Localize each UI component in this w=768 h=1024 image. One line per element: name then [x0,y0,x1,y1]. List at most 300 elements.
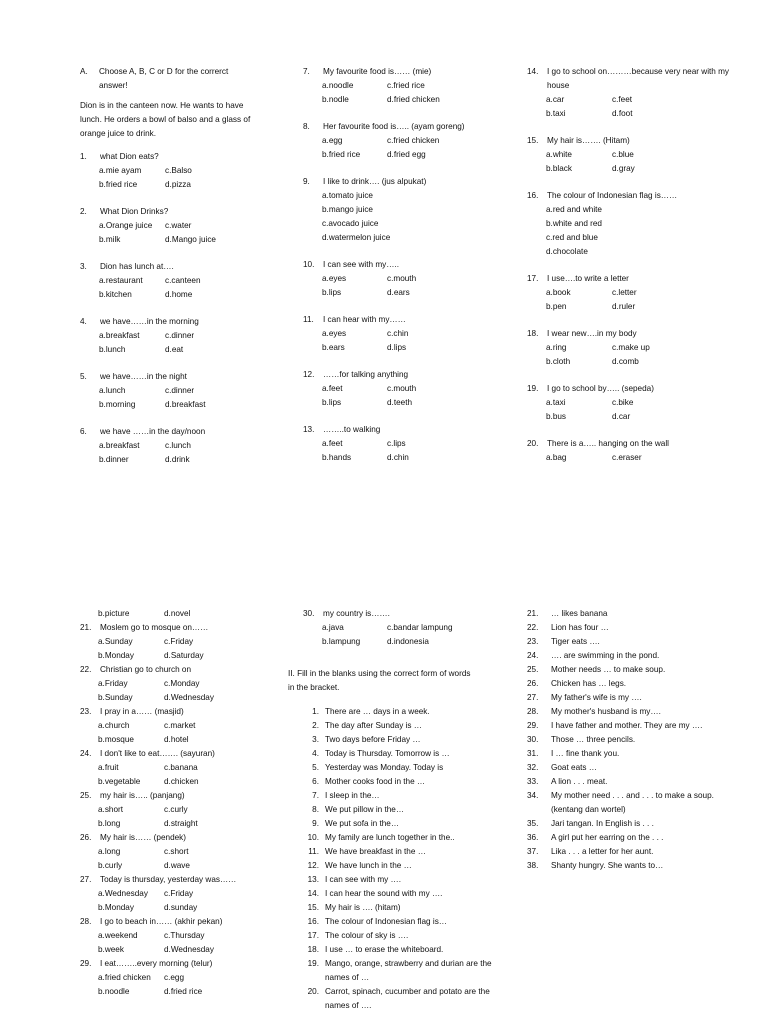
option: b.fried rice [99,180,138,189]
fill-item [288,859,493,873]
options-grid [527,451,742,465]
item-text: My family are lunch together in the.. [325,833,455,842]
fill-item [527,747,742,761]
question-number: 24. [80,749,92,758]
question-number: 4. [80,317,87,326]
option: c.make up [612,343,650,352]
question-line [303,175,518,189]
option: a.bag [546,453,567,462]
option: a.white [546,150,572,159]
question-text: I eat……..every morning (telur) [100,959,213,968]
question-text: I can hear with my…… [323,315,406,324]
question-item [527,189,742,259]
item-number: 38. [527,861,539,870]
question-line [527,65,742,93]
question-number: 6. [80,427,87,436]
options-grid [80,719,295,747]
option: c.market [164,721,196,730]
question-number: 29. [80,959,92,968]
options-grid [80,607,295,621]
question-item [303,120,518,162]
item-number: 20. [307,987,319,996]
option: a.fruit [98,763,119,772]
question-list [303,65,518,465]
options-grid [80,929,295,957]
option: d.eat [165,345,184,354]
options-grid [303,327,518,355]
fill-item [527,831,742,845]
question-number: 23. [80,707,92,716]
options-grid [527,93,742,121]
option: a.ring [546,343,567,352]
options-grid [80,677,295,705]
question-item [303,423,518,465]
question-number: 9. [303,177,310,186]
question-item [80,747,295,789]
fill-item [527,649,742,663]
question-item [80,260,295,302]
fill-item [527,635,742,649]
option: d.gray [612,164,635,173]
item-text: We put pillow in the… [325,805,405,814]
option: a.feet [322,439,343,448]
fill-item [288,985,493,1013]
option: c.avocado juice [322,219,379,228]
option: d.home [165,290,193,299]
fill-item [288,719,493,733]
question-item [80,315,295,357]
options-grid [288,621,493,649]
question-number: 30. [303,609,315,618]
options-grid [80,635,295,663]
question-text: I go to school by….. (sepeda) [547,384,654,393]
question-item [80,873,295,915]
fill-item [288,873,493,887]
option: b.lips [322,288,342,297]
option: b.lampung [322,637,361,646]
question-item [303,65,518,107]
question-number: 7. [303,67,310,76]
question-line [303,120,518,134]
fill-item [527,621,742,635]
item-number: 14. [307,889,319,898]
option: a.car [546,95,565,104]
option: c.mouth [387,384,417,393]
question-text: Moslem go to mosque on…… [100,623,209,632]
option: a.breakfast [99,441,140,450]
question-line [527,272,742,286]
option: c.fried chicken [387,136,440,145]
question-text: I use….to write a letter [547,274,629,283]
item-number: 21. [527,609,539,618]
question-item [527,272,742,314]
bottom-column-2 [288,607,493,1013]
option: d.chin [387,453,409,462]
item-number: 6. [312,777,319,786]
fill-item [527,761,742,775]
question-list [80,621,295,999]
question-text: Dion has lunch at…. [100,262,174,271]
question-line [527,134,742,148]
options-stack [527,203,742,259]
item-text: My mother need . . . and . . . to make a soup. (kentang dan wortel) [551,791,714,814]
question-text: I don't like to eat……. (sayuran) [100,749,215,758]
options-grid [80,384,295,412]
question-text: we have……in the morning [100,317,199,326]
question-text: Christian go to church on [100,665,192,674]
item-number: 19. [307,959,319,968]
option: b.curly [98,861,123,870]
top-column-3 [527,65,742,478]
option: c.Friday [164,637,194,646]
option: b.black [546,164,572,173]
item-number: 31. [527,749,539,758]
option: d.hotel [164,735,189,744]
option: b.mosque [98,735,134,744]
option: d.straight [164,819,198,828]
question-number: 8. [303,122,310,131]
question-line [80,915,295,929]
item-text: Mango, orange, strawberry and durian are the names of … [325,959,492,982]
fill-item [527,859,742,873]
option: c.water [165,221,192,230]
question-text: My hair is…… (pendek) [100,833,186,842]
question-text: my country is……. [323,609,390,618]
option: a.Orange juice [99,221,153,230]
options-grid [80,329,295,357]
item-number: 11. [308,847,319,856]
options-grid [80,803,295,831]
item-text: I … fine thank you. [551,749,620,758]
question-text: ……..to walking [323,425,381,434]
item-text: Two days before Friday … [325,735,421,744]
item-text: My hair is …. (hitam) [325,903,401,912]
option: a.feet [322,384,343,393]
question-item [527,327,742,369]
option: d.foot [612,109,633,118]
option: a.eyes [322,329,347,338]
item-text: A lion . . . meat. [551,777,608,786]
question-line [80,747,295,761]
fill-blank-list [527,607,742,873]
item-text: I have father and mother. They are my …. [551,721,703,730]
option: d.breakfast [165,400,206,409]
question-line [80,621,295,635]
question-number: 28. [80,917,92,926]
option: d.novel [164,609,191,618]
option: c.red and blue [546,233,598,242]
question-number: 2. [80,207,87,216]
option: b.morning [99,400,136,409]
option: b.white and red [546,219,602,228]
item-text: Mother needs … to make soup. [551,665,666,674]
question-line [527,382,742,396]
fill-item [288,887,493,901]
question-item [80,831,295,873]
option: a.Wednesday [98,889,148,898]
options-grid [80,887,295,915]
fill-item [527,719,742,733]
question-line [80,789,295,803]
fill-item [288,831,493,845]
section-a-heading [80,65,295,93]
option: a.long [98,847,121,856]
item-text: Yesterday was Monday. Today is [325,763,444,772]
fill-item [527,663,742,677]
option: b.fried rice [322,150,361,159]
option: b.Monday [98,651,134,660]
item-number: 23. [527,637,539,646]
question-number: 3. [80,262,87,271]
option: b.cloth [546,357,571,366]
option: a.noodle [322,81,354,90]
question-number: 15. [527,136,539,145]
question-number: 25. [80,791,92,800]
item-number: 27. [527,693,539,702]
options-grid [527,396,742,424]
fill-item [288,803,493,817]
option: c.chin [387,329,409,338]
fill-item [527,817,742,831]
question-line [80,150,295,164]
option: a.java [322,623,344,632]
item-number: 17. [307,931,319,940]
option: d.ruler [612,302,636,311]
question-item [80,789,295,831]
fill-item [527,607,742,621]
option: d.teeth [387,398,413,407]
question-number: 22. [80,665,92,674]
fill-item [288,943,493,957]
option: b.vegetable [98,777,141,786]
item-text: The colour of Indonesian flag is… [325,917,447,926]
question-item [527,437,742,465]
question-line [80,957,295,971]
fill-item [527,845,742,859]
option: d.indonesia [387,637,429,646]
option: b.Sunday [98,693,133,702]
question-line [527,189,742,203]
item-text: Shanty hungry. She wants to… [551,861,664,870]
question-number: 1. [80,152,87,161]
bottom-column-1 [80,607,295,999]
item-text: …. are swimming in the pond. [551,651,660,660]
option: d.chicken [164,777,199,786]
option: d.fried chicken [387,95,440,104]
option: b.taxi [546,109,566,118]
options-grid [80,439,295,467]
question-number: 14. [527,67,539,76]
question-number: 16. [527,191,539,200]
question-text: My favourite food is…… (mie) [323,67,432,76]
option: a.book [546,288,571,297]
question-30 [288,607,493,621]
option: d.watermelon juice [322,233,391,242]
option: d.fried egg [387,150,426,159]
item-text: Goat eats … [551,763,597,772]
question-line [80,205,295,219]
fill-item [288,705,493,719]
item-text: Lion has four … [551,623,609,632]
question-text: What Dion Drinks? [100,207,169,216]
top-column-2 [303,65,518,478]
option: c.bike [612,398,634,407]
options-grid [303,272,518,300]
item-number: 9. [312,819,319,828]
option: d.lips [387,343,407,352]
fill-item [527,691,742,705]
item-text: Today is Thursday. Tomorrow is … [325,749,450,758]
option: c.banana [164,763,198,772]
options-grid [303,134,518,162]
fill-item [527,733,742,747]
item-number: 22. [527,623,539,632]
section-a-title: Choose A, B, C or D for the correrct answer! [99,67,229,90]
question-item [303,175,518,245]
question-item [527,382,742,424]
section-ii-title: II. Fill in the blanks using the correct form of words in the bracket. [288,669,471,692]
item-text: We put sofa in the… [325,819,400,828]
question-line [303,423,518,437]
question-line [303,258,518,272]
option: a.Friday [98,679,128,688]
option: c.dinner [165,331,195,340]
item-number: 24. [527,651,539,660]
fill-item [288,789,493,803]
item-number: 37. [527,847,539,856]
fill-item [527,705,742,719]
option: b.mango juice [322,205,373,214]
fill-item [527,789,742,817]
options-grid [80,219,295,247]
fill-blank-list [288,705,493,1013]
item-text: We have lunch in the … [325,861,412,870]
option: c.Monday [164,679,200,688]
question-number: 18. [527,329,539,338]
option: a.church [98,721,130,730]
section-a-label: A. [80,67,88,76]
option: a.egg [322,136,343,145]
question-number: 27. [80,875,92,884]
option: b.pen [546,302,567,311]
question-number: 20. [527,439,539,448]
question-text: I go to school on………because very near with my house [547,67,730,90]
question-item [80,425,295,467]
question-text: I go to beach in…… (akhir pekan) [100,917,223,926]
options-grid [303,437,518,465]
question-text: My hair is……. (Hitam) [547,136,630,145]
option: d.pizza [165,180,191,189]
option: b.hands [322,453,352,462]
question-list [527,65,742,465]
item-text: Jari tangan. In English is . . . [551,819,654,828]
fill-item [288,929,493,943]
item-number: 5. [312,763,319,772]
option: a.mie ayam [99,166,142,175]
item-text: My father's wife is my …. [551,693,642,702]
item-number: 16. [307,917,319,926]
item-number: 34. [527,791,539,800]
question-text: The colour of Indonesian flag is…… [547,191,678,200]
option: b.dinner [99,455,129,464]
fill-item [527,775,742,789]
option: b.ears [322,343,345,352]
option: b.week [98,945,124,954]
question-text: what Dion eats? [100,152,159,161]
item-text: Chicken has … legs. [551,679,627,688]
options-grid [80,164,295,192]
question-number: 19. [527,384,539,393]
fill-item [288,845,493,859]
item-number: 35. [527,819,539,828]
item-number: 4. [312,749,319,758]
question-number: 11. [303,315,314,324]
question-item [80,205,295,247]
question-item [303,258,518,300]
option: a.short [98,805,124,814]
item-number: 32. [527,763,539,772]
question-line [80,873,295,887]
option: a.restaurant [99,276,143,285]
option: a.taxi [546,398,566,407]
option: c.blue [612,150,634,159]
item-number: 3. [312,735,319,744]
options-stack [303,189,518,245]
question-text: my hair is….. (panjang) [100,791,185,800]
option: d.Wednesday [164,945,214,954]
question-line [527,437,742,451]
option: c.eraser [612,453,642,462]
question-line [80,425,295,439]
question-line [527,327,742,341]
question-number: 5. [80,372,87,381]
question-text: There is a….. hanging on the wall [547,439,669,448]
question-item [303,368,518,410]
options-grid [80,845,295,873]
question-text: Her favourite food is….. (ayam goreng) [323,122,465,131]
question-item [527,134,742,176]
item-number: 18. [307,945,319,954]
option: c.Thursday [164,931,205,940]
item-text: I sleep in the… [325,791,380,800]
option: a.red and white [546,205,602,214]
option: c.curly [164,805,188,814]
option: b.lips [322,398,342,407]
item-number: 8. [312,805,319,814]
option: b.nodle [322,95,349,104]
option: c.bandar lampung [387,623,453,632]
question-line [303,313,518,327]
fill-item [288,747,493,761]
fill-item [288,915,493,929]
item-text: I use … to erase the whiteboard. [325,945,444,954]
option: d.car [612,412,631,421]
options-grid [303,382,518,410]
question-item [80,915,295,957]
option: d.drink [165,455,190,464]
option: c.lunch [165,441,191,450]
option: b.picture [98,609,130,618]
reading-passage: Dion is in the canteen now. He wants to have lunch. He orders a bowl of balso and a glass of orange juice to drink. [80,101,251,138]
option: c.mouth [387,274,417,283]
fill-item [288,775,493,789]
item-text: Tiger eats …. [551,637,600,646]
fill-item [288,761,493,775]
question-text: we have……in the night [100,372,187,381]
item-number: 28. [527,707,539,716]
question-list [80,150,295,467]
item-number: 1. [312,707,319,716]
